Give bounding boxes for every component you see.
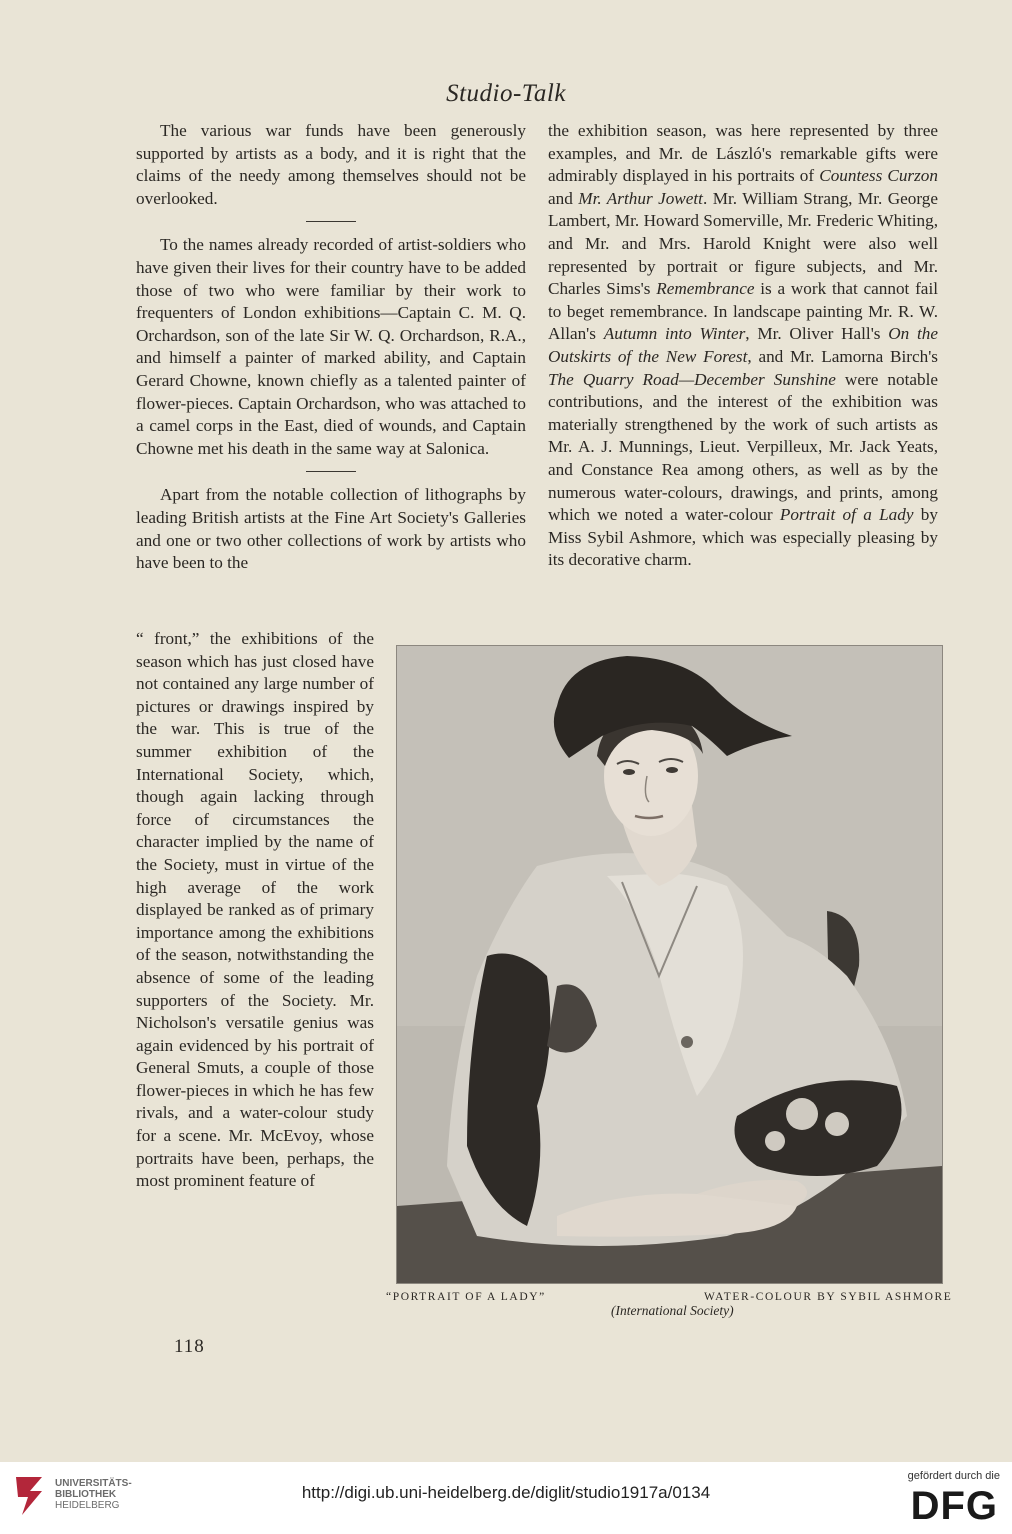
title-autumn-into-winter: Autumn into Winter [603, 324, 746, 344]
section-rule [306, 471, 356, 472]
library-name: UNIVERSITÄTS- BIBLIOTHEK HEIDELBERG [55, 1478, 132, 1511]
section-rule [306, 221, 356, 222]
narrow-column [136, 628, 374, 1193]
plate-caption-title: “PORTRAIT OF A LADY” [386, 1291, 546, 1303]
paragraph-exhibitions-intro: Apart from the notable collection of lithographs by leading British artists at the Fine Art Society's Galleries and one or two other collections of work by artists who have been to the [136, 485, 526, 573]
right-column [548, 120, 938, 572]
title-remembrance: Remembrance [656, 279, 755, 299]
title-arthur-jowett: Mr. Arthur Jowett [578, 188, 703, 208]
left-column [136, 120, 526, 575]
sponsor-label: gefördert durch die [907, 1470, 1000, 1482]
dfg-logo: DFG [910, 1484, 998, 1528]
plate-caption-credit: WATER-COLOUR BY SYBIL ASHMORE [704, 1291, 953, 1303]
plate-caption-source: (International Society) [611, 1303, 734, 1318]
title-portrait-of-a-lady: Portrait of a Lady [779, 505, 914, 525]
digitization-footer [0, 1462, 1012, 1534]
permalink-url[interactable]: http://digi.ub.uni-heidelberg.de/diglit/studio1917a/0134 [301, 1483, 711, 1502]
paragraph-international-society: “ front,” the exhibitions of the season which has just closed have not contained any large number of pictures or drawings inspired by the war. This is true of the summer exhibition of the International Society, which, though again lacking through force of circumstances the character implied by the name of the Society, must in virtue of the high average of the work displayed be ranked as of primary importance among the exhibitions of the season, notwithstanding the absence of some of the leading supporters of the Society. Mr. Nicholson's versatile genius was again evidenced by his portrait of General Smuts, a couple of those flower-pieces in which he has few rivals, and a water-colour study for a scene. Mr. McEvoy, whose portraits have been, perhaps, the most prominent feature of [136, 629, 374, 1191]
portrait-illustration [397, 646, 942, 1283]
title-new-forest: On the Outskirts of the New Forest [548, 324, 938, 366]
title-quarry-road: The Quarry Road—December Sunshine [548, 369, 836, 389]
paragraph-exhibition-season: the exhibition season, was here represented by three examples, and Mr. de László's remarkable gifts were admirably displayed in his portraits of Countess Curzon and Mr. Arthur Jowett. Mr. William Strang, Mr. George Lambert, Mr. Howard Somerville, Mr. Frederic Whiting, and Mr. and Mrs. Harold Knight were also well represented by portrait or figure subjects, and Mr. Charles Sims's Remembrance is a work that cannot fail to beget remembrance. In landscape painting Mr. R. W. Allan's Autumn into Winter, Mr. Oliver Hall's On the Outskirts of the New Forest, and Mr. Lamorna Birch's The Quarry Road—December Sunshine were notable contributions, and the interest of the exhibition was materially strengthened by the work of such artists as Mr. A. J. Munnings, Lieut. Verpilleux, Mr. Jack Yeats, and Constance Rea among others, as well as by the numerous water-colours, drawings, and prints, among which we noted a water-colour Portrait of a Lady by Miss Sybil Ashmore, which was especially pleasing by its decorative charm. [548, 121, 938, 570]
paragraph-artist-soldiers: To the names already recorded of artist-soldiers who have given their lives for their country have to be added those of two who were familiar by their work to frequenters of London exhibitions—Captain C. M. Q. Orchardson, son of the late Sir W. Q. Orchardson, R.A., and himself a painter of marked ability, and Captain Gerard Chowne, known chiefly as a talented painter of flower-pieces. Captain Orchardson, who was attached to a camel corps in the East, died of wounds, and Captain Chowne met his death in the same way at Salonica. [136, 235, 526, 458]
title-countess-curzon: Countess Curzon [819, 166, 938, 186]
page-number: 118 [174, 1336, 205, 1357]
paragraph-war-funds: The various war funds have been generously supported by artists as a body, and it is right that the claims of the needy among themselves should not be overlooked. [136, 121, 526, 208]
portrait-plate [396, 645, 943, 1284]
running-head: Studio-Talk [446, 80, 566, 107]
